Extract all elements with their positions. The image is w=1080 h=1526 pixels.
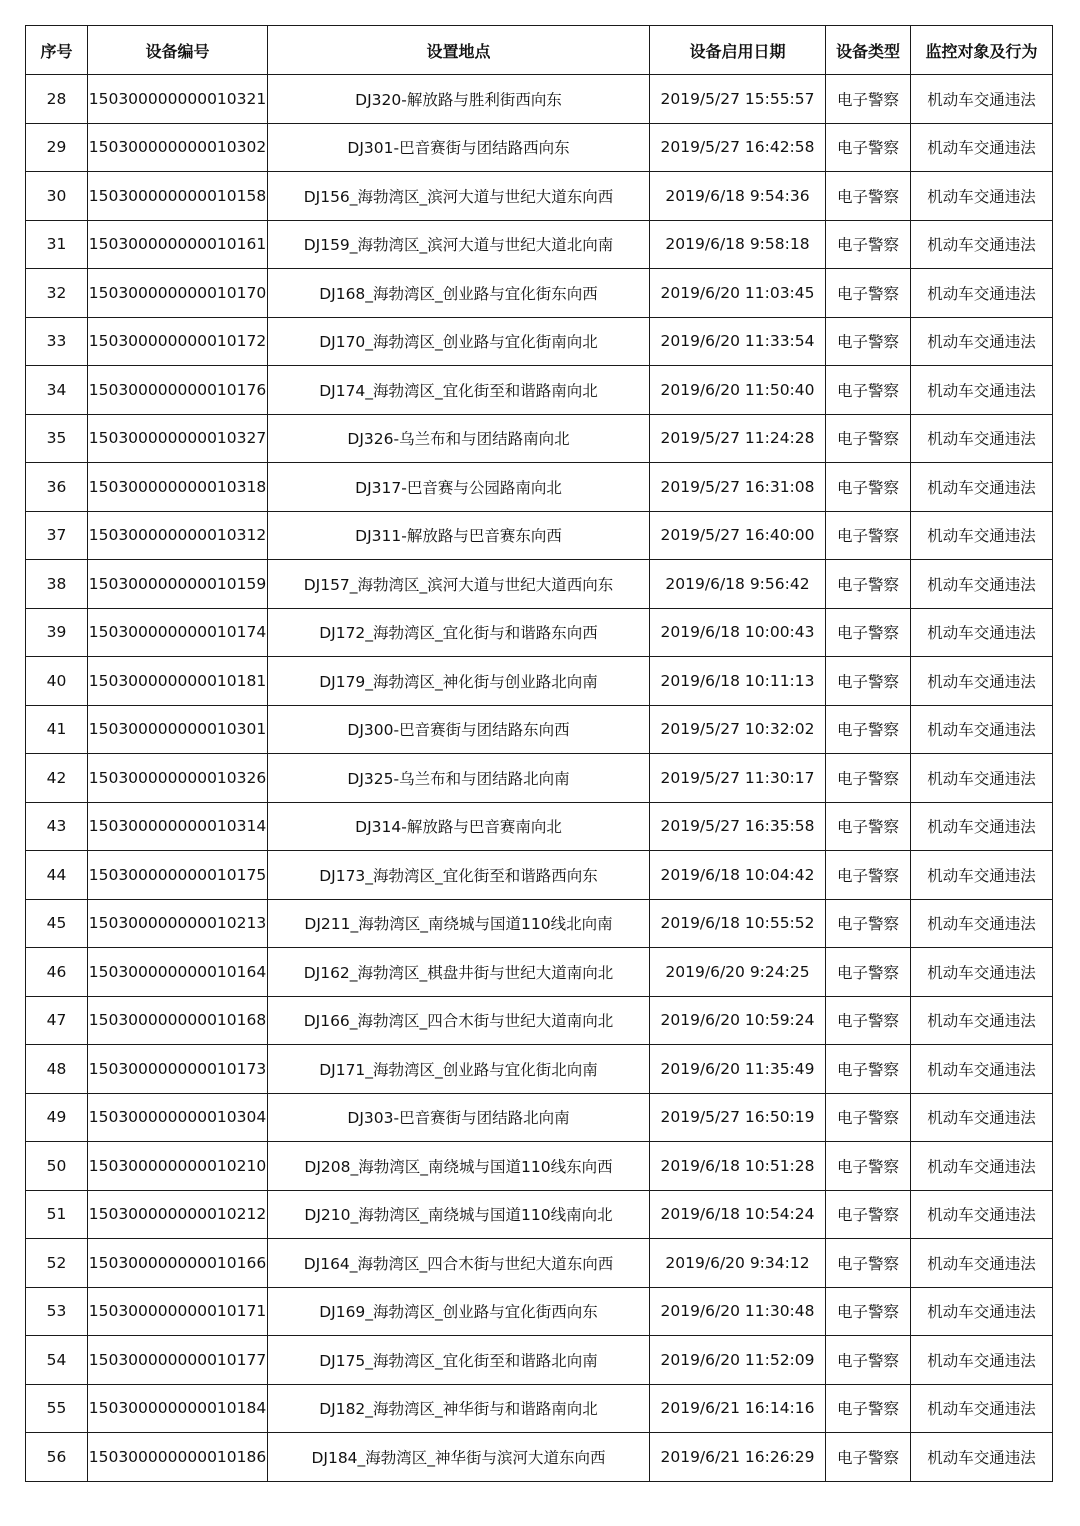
cell-start-date: 2019/6/21 16:14:16: [650, 1384, 826, 1433]
cell-index: 41: [26, 705, 88, 754]
cell-device-type: 电子警察: [826, 608, 911, 657]
cell-device-id: 150300000000010166: [88, 1239, 268, 1288]
cell-start-date: 2019/5/27 16:35:58: [650, 802, 826, 851]
cell-device-id: 150300000000010173: [88, 1045, 268, 1094]
cell-location: DJ311-解放路与巴音赛东向西: [268, 511, 650, 560]
table-row: [26, 560, 1053, 609]
cell-location: DJ179_海勃湾区_神化街与创业路北向南: [268, 657, 650, 706]
cell-index: 31: [26, 220, 88, 269]
cell-device-id: 150300000000010327: [88, 414, 268, 463]
cell-device-type: 电子警察: [826, 220, 911, 269]
cell-device-id: 150300000000010175: [88, 851, 268, 900]
cell-monitor-target: 机动车交通违法: [911, 608, 1053, 657]
cell-device-type: 电子警察: [826, 754, 911, 803]
cell-index: 53: [26, 1287, 88, 1336]
table-row: [26, 172, 1053, 221]
cell-device-type: 电子警察: [826, 1093, 911, 1142]
table-row: [26, 802, 1053, 851]
cell-monitor-target: 机动车交通违法: [911, 996, 1053, 1045]
cell-monitor-target: 机动车交通违法: [911, 1433, 1053, 1482]
table-row: [26, 754, 1053, 803]
cell-monitor-target: 机动车交通违法: [911, 1336, 1053, 1385]
cell-index: 54: [26, 1336, 88, 1385]
cell-device-id: 150300000000010181: [88, 657, 268, 706]
cell-device-type: 电子警察: [826, 123, 911, 172]
cell-index: 34: [26, 366, 88, 415]
cell-device-id: 150300000000010314: [88, 802, 268, 851]
cell-monitor-target: 机动车交通违法: [911, 1093, 1053, 1142]
header-cell-monitor-target: 监控对象及行为: [911, 26, 1053, 75]
cell-device-id: 150300000000010302: [88, 123, 268, 172]
cell-location: DJ159_海勃湾区_滨河大道与世纪大道北向南: [268, 220, 650, 269]
cell-location: DJ301-巴音赛街与团结路西向东: [268, 123, 650, 172]
cell-index: 50: [26, 1142, 88, 1191]
cell-index: 29: [26, 123, 88, 172]
cell-index: 52: [26, 1239, 88, 1288]
table-row: [26, 899, 1053, 948]
cell-location: DJ168_海勃湾区_创业路与宜化街东向西: [268, 269, 650, 318]
cell-device-type: 电子警察: [826, 996, 911, 1045]
cell-monitor-target: 机动车交通违法: [911, 657, 1053, 706]
cell-monitor-target: 机动车交通违法: [911, 463, 1053, 512]
cell-device-id: 150300000000010174: [88, 608, 268, 657]
cell-location: DJ300-巴音赛街与团结路东向西: [268, 705, 650, 754]
cell-index: 55: [26, 1384, 88, 1433]
table-body: [26, 75, 1053, 1482]
cell-start-date: 2019/6/18 9:56:42: [650, 560, 826, 609]
table-row: [26, 1142, 1053, 1191]
table-row: [26, 1384, 1053, 1433]
cell-device-type: 电子警察: [826, 75, 911, 124]
cell-device-type: 电子警察: [826, 948, 911, 997]
cell-start-date: 2019/6/20 9:24:25: [650, 948, 826, 997]
cell-start-date: 2019/5/27 16:50:19: [650, 1093, 826, 1142]
cell-start-date: 2019/5/27 16:31:08: [650, 463, 826, 512]
cell-monitor-target: 机动车交通违法: [911, 851, 1053, 900]
cell-device-type: 电子警察: [826, 1045, 911, 1094]
cell-device-type: 电子警察: [826, 366, 911, 415]
cell-start-date: 2019/5/27 16:42:58: [650, 123, 826, 172]
cell-location: DJ173_海勃湾区_宜化街至和谐路西向东: [268, 851, 650, 900]
cell-index: 37: [26, 511, 88, 560]
cell-start-date: 2019/6/18 10:04:42: [650, 851, 826, 900]
cell-monitor-target: 机动车交通违法: [911, 802, 1053, 851]
cell-device-type: 电子警察: [826, 463, 911, 512]
cell-device-id: 150300000000010158: [88, 172, 268, 221]
cell-start-date: 2019/6/20 11:30:48: [650, 1287, 826, 1336]
cell-monitor-target: 机动车交通违法: [911, 1190, 1053, 1239]
cell-index: 30: [26, 172, 88, 221]
device-table: [25, 25, 1053, 1482]
cell-start-date: 2019/5/27 11:24:28: [650, 414, 826, 463]
cell-device-type: 电子警察: [826, 317, 911, 366]
cell-device-id: 150300000000010210: [88, 1142, 268, 1191]
header-cell-index: 序号: [26, 26, 88, 75]
cell-start-date: 2019/6/20 9:34:12: [650, 1239, 826, 1288]
cell-index: 45: [26, 899, 88, 948]
cell-device-type: 电子警察: [826, 511, 911, 560]
cell-device-type: 电子警察: [826, 1336, 911, 1385]
cell-location: DJ164_海勃湾区_四合木街与世纪大道东向西: [268, 1239, 650, 1288]
cell-location: DJ211_海勃湾区_南绕城与国道110线北向南: [268, 899, 650, 948]
table-row: [26, 1045, 1053, 1094]
cell-monitor-target: 机动车交通违法: [911, 511, 1053, 560]
table-row: [26, 851, 1053, 900]
cell-monitor-target: 机动车交通违法: [911, 269, 1053, 318]
cell-location: DJ208_海勃湾区_南绕城与国道110线东向西: [268, 1142, 650, 1191]
table-row: [26, 220, 1053, 269]
cell-device-type: 电子警察: [826, 1239, 911, 1288]
cell-device-id: 150300000000010172: [88, 317, 268, 366]
header-row: [26, 26, 1053, 75]
cell-monitor-target: 机动车交通违法: [911, 560, 1053, 609]
cell-device-type: 电子警察: [826, 657, 911, 706]
cell-device-id: 150300000000010318: [88, 463, 268, 512]
cell-location: DJ166_海勃湾区_四合木街与世纪大道南向北: [268, 996, 650, 1045]
cell-index: 33: [26, 317, 88, 366]
cell-location: DJ317-巴音赛与公园路南向北: [268, 463, 650, 512]
cell-index: 56: [26, 1433, 88, 1482]
table-row: [26, 366, 1053, 415]
cell-device-id: 150300000000010184: [88, 1384, 268, 1433]
cell-device-id: 150300000000010161: [88, 220, 268, 269]
cell-start-date: 2019/6/18 10:11:13: [650, 657, 826, 706]
cell-start-date: 2019/5/27 11:30:17: [650, 754, 826, 803]
cell-device-type: 电子警察: [826, 802, 911, 851]
cell-location: DJ210_海勃湾区_南绕城与国道110线南向北: [268, 1190, 650, 1239]
cell-monitor-target: 机动车交通违法: [911, 414, 1053, 463]
table-row: [26, 317, 1053, 366]
table-row: [26, 269, 1053, 318]
cell-index: 46: [26, 948, 88, 997]
cell-index: 35: [26, 414, 88, 463]
table-row: [26, 414, 1053, 463]
table-row: [26, 1239, 1053, 1288]
table-row: [26, 996, 1053, 1045]
cell-index: 49: [26, 1093, 88, 1142]
cell-device-type: 电子警察: [826, 269, 911, 318]
cell-device-id: 150300000000010177: [88, 1336, 268, 1385]
table-row: [26, 1336, 1053, 1385]
cell-monitor-target: 机动车交通违法: [911, 366, 1053, 415]
cell-index: 39: [26, 608, 88, 657]
cell-location: DJ320-解放路与胜利街西向东: [268, 75, 650, 124]
cell-start-date: 2019/6/18 9:54:36: [650, 172, 826, 221]
cell-device-id: 150300000000010168: [88, 996, 268, 1045]
cell-location: DJ182_海勃湾区_神华街与和谐路南向北: [268, 1384, 650, 1433]
header-cell-device-type: 设备类型: [826, 26, 911, 75]
cell-device-id: 150300000000010321: [88, 75, 268, 124]
cell-device-type: 电子警察: [826, 899, 911, 948]
cell-start-date: 2019/6/20 10:59:24: [650, 996, 826, 1045]
cell-location: DJ169_海勃湾区_创业路与宜化街西向东: [268, 1287, 650, 1336]
table-row: [26, 511, 1053, 560]
header-cell-device-id: 设备编号: [88, 26, 268, 75]
cell-start-date: 2019/5/27 16:40:00: [650, 511, 826, 560]
cell-monitor-target: 机动车交通违法: [911, 123, 1053, 172]
cell-device-type: 电子警察: [826, 851, 911, 900]
table-row: [26, 705, 1053, 754]
cell-device-id: 150300000000010213: [88, 899, 268, 948]
table-row: [26, 1093, 1053, 1142]
cell-monitor-target: 机动车交通违法: [911, 1287, 1053, 1336]
cell-location: DJ156_海勃湾区_滨河大道与世纪大道东向西: [268, 172, 650, 221]
cell-index: 32: [26, 269, 88, 318]
cell-location: DJ303-巴音赛街与团结路北向南: [268, 1093, 650, 1142]
cell-device-type: 电子警察: [826, 1190, 911, 1239]
cell-start-date: 2019/6/18 10:51:28: [650, 1142, 826, 1191]
cell-monitor-target: 机动车交通违法: [911, 75, 1053, 124]
cell-index: 47: [26, 996, 88, 1045]
cell-monitor-target: 机动车交通违法: [911, 1045, 1053, 1094]
table-row: [26, 657, 1053, 706]
cell-location: DJ162_海勃湾区_棋盘井街与世纪大道南向北: [268, 948, 650, 997]
cell-device-type: 电子警察: [826, 414, 911, 463]
cell-start-date: 2019/5/27 10:32:02: [650, 705, 826, 754]
table-header: [26, 26, 1053, 75]
cell-device-type: 电子警察: [826, 172, 911, 221]
cell-device-id: 150300000000010326: [88, 754, 268, 803]
table-row: [26, 75, 1053, 124]
cell-index: 38: [26, 560, 88, 609]
cell-device-id: 150300000000010301: [88, 705, 268, 754]
cell-start-date: 2019/6/20 11:33:54: [650, 317, 826, 366]
table-row: [26, 948, 1053, 997]
cell-device-id: 150300000000010312: [88, 511, 268, 560]
cell-index: 28: [26, 75, 88, 124]
cell-index: 36: [26, 463, 88, 512]
cell-monitor-target: 机动车交通违法: [911, 754, 1053, 803]
cell-monitor-target: 机动车交通违法: [911, 948, 1053, 997]
header-cell-start-date: 设备启用日期: [650, 26, 826, 75]
cell-location: DJ174_海勃湾区_宜化街至和谐路南向北: [268, 366, 650, 415]
cell-index: 44: [26, 851, 88, 900]
cell-index: 40: [26, 657, 88, 706]
cell-device-type: 电子警察: [826, 1433, 911, 1482]
table-row: [26, 1287, 1053, 1336]
cell-monitor-target: 机动车交通违法: [911, 220, 1053, 269]
cell-location: DJ184_海勃湾区_神华街与滨河大道东向西: [268, 1433, 650, 1482]
cell-index: 51: [26, 1190, 88, 1239]
cell-device-id: 150300000000010176: [88, 366, 268, 415]
cell-monitor-target: 机动车交通违法: [911, 1384, 1053, 1433]
cell-start-date: 2019/6/20 11:50:40: [650, 366, 826, 415]
cell-start-date: 2019/5/27 15:55:57: [650, 75, 826, 124]
cell-location: DJ170_海勃湾区_创业路与宜化街南向北: [268, 317, 650, 366]
cell-start-date: 2019/6/20 11:52:09: [650, 1336, 826, 1385]
header-cell-location: 设置地点: [268, 26, 650, 75]
table-row: [26, 123, 1053, 172]
table-row: [26, 1190, 1053, 1239]
cell-device-id: 150300000000010171: [88, 1287, 268, 1336]
cell-start-date: 2019/6/20 11:03:45: [650, 269, 826, 318]
cell-start-date: 2019/6/18 10:54:24: [650, 1190, 826, 1239]
cell-monitor-target: 机动车交通违法: [911, 1142, 1053, 1191]
cell-location: DJ325-乌兰布和与团结路北向南: [268, 754, 650, 803]
cell-start-date: 2019/6/20 11:35:49: [650, 1045, 826, 1094]
cell-index: 48: [26, 1045, 88, 1094]
cell-device-id: 150300000000010186: [88, 1433, 268, 1482]
cell-location: DJ326-乌兰布和与团结路南向北: [268, 414, 650, 463]
cell-start-date: 2019/6/18 10:00:43: [650, 608, 826, 657]
cell-monitor-target: 机动车交通违法: [911, 172, 1053, 221]
cell-device-id: 150300000000010170: [88, 269, 268, 318]
cell-start-date: 2019/6/21 16:26:29: [650, 1433, 826, 1482]
table-row: [26, 463, 1053, 512]
cell-device-type: 电子警察: [826, 1142, 911, 1191]
cell-device-type: 电子警察: [826, 705, 911, 754]
cell-location: DJ314-解放路与巴音赛南向北: [268, 802, 650, 851]
cell-device-type: 电子警察: [826, 1384, 911, 1433]
cell-device-id: 150300000000010159: [88, 560, 268, 609]
cell-device-id: 150300000000010164: [88, 948, 268, 997]
cell-start-date: 2019/6/18 9:58:18: [650, 220, 826, 269]
cell-device-type: 电子警察: [826, 1287, 911, 1336]
table-row: [26, 1433, 1053, 1482]
cell-location: DJ171_海勃湾区_创业路与宜化街北向南: [268, 1045, 650, 1094]
cell-location: DJ172_海勃湾区_宜化街与和谐路东向西: [268, 608, 650, 657]
cell-index: 42: [26, 754, 88, 803]
cell-monitor-target: 机动车交通违法: [911, 1239, 1053, 1288]
cell-location: DJ157_海勃湾区_滨河大道与世纪大道西向东: [268, 560, 650, 609]
table-row: [26, 608, 1053, 657]
cell-location: DJ175_海勃湾区_宜化街至和谐路北向南: [268, 1336, 650, 1385]
cell-monitor-target: 机动车交通违法: [911, 705, 1053, 754]
cell-device-type: 电子警察: [826, 560, 911, 609]
cell-start-date: 2019/6/18 10:55:52: [650, 899, 826, 948]
cell-index: 43: [26, 802, 88, 851]
cell-device-id: 150300000000010304: [88, 1093, 268, 1142]
cell-monitor-target: 机动车交通违法: [911, 899, 1053, 948]
cell-monitor-target: 机动车交通违法: [911, 317, 1053, 366]
cell-device-id: 150300000000010212: [88, 1190, 268, 1239]
